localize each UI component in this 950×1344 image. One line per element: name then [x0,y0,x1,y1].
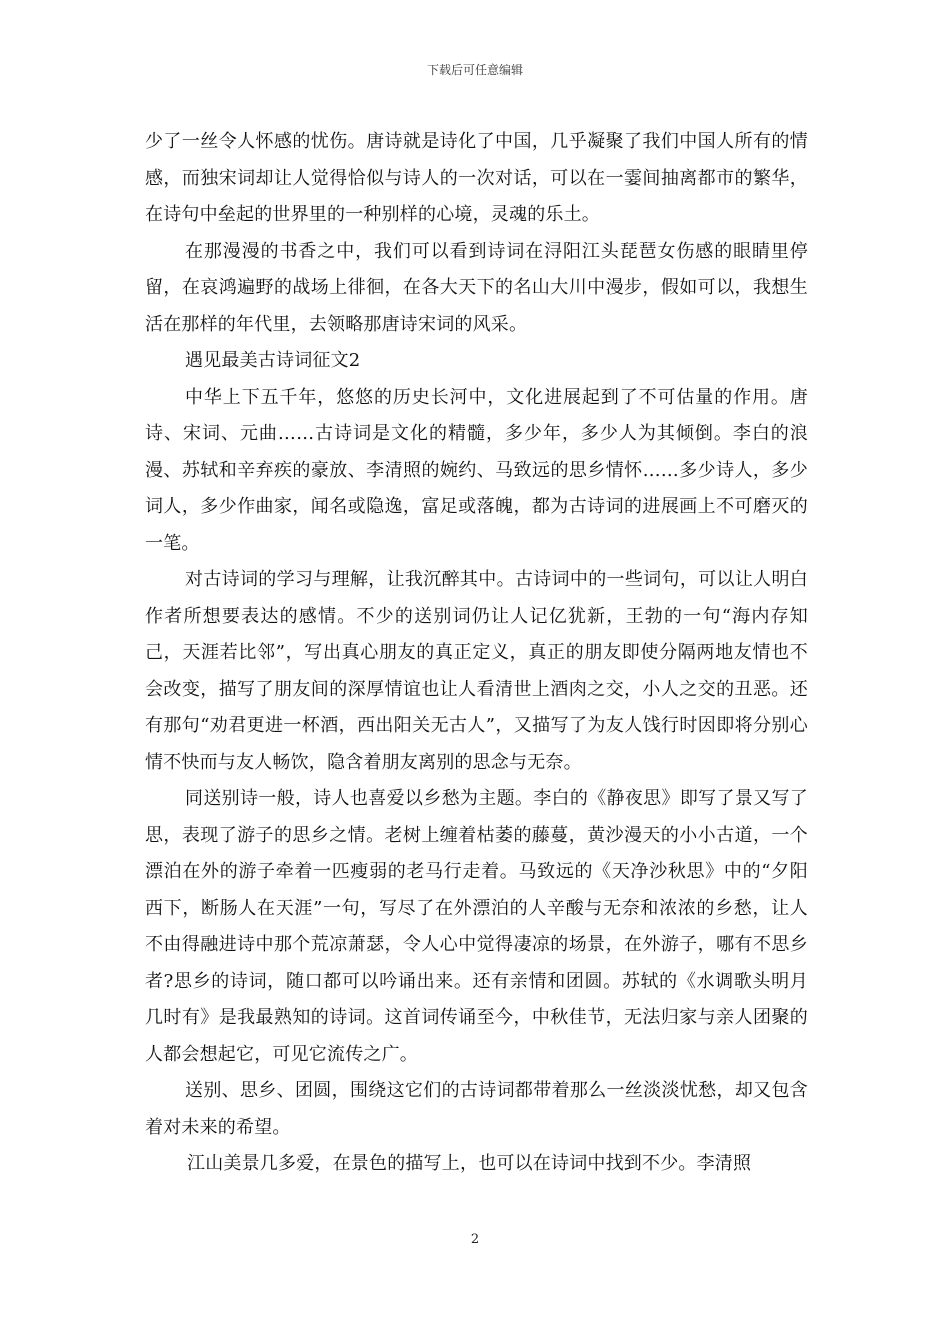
paragraph: 江山美景几多爱，在景色的描写上，也可以在诗词中找到不少。李清照 [187,1153,752,1174]
paragraph: 同送别诗一般，诗人也喜爱以乡愁为主题。李白的《静夜思》即写了景又写了思，表现了游子的思乡之情。老树上缠着枯萎的藤蔓，黄沙漫天的小小古道，一个漂泊在外的游子牵着一匹瘦弱的老马行走着。马致远的《天净沙秋思》中的“夕阳西下，断肠人在天涯”一句，写尽了在外漂泊的人辛酸与无奈和浓浓的乡愁，让人不由得融进诗中那个荒凉萧瑟，令人心中觉得凄凉的场景，在外游子，哪有不思乡者?思乡的诗词，随口都可以吟诵出来。还有亲情和团圆。苏轼的《水调歌头明月几时有》是我最熟知的诗词。这首词传诵至今，中秋佳节，无法归家与亲人团聚的人都会想起它，可见它流传之广。 [145,788,808,1065]
paragraph: 对古诗词的学习与理解，让我沉醉其中。古诗词中的一些词句，可以让人明白作者所想要表达的感情。不少的送别词仍让人记亿犹新，王勃的一句“海内存知己，天涯若比邻”，写出真心朋友的真正定义，真正的朋友即使分隔两地友情也不会改变，描写了朋友间的深厚情谊也让人看清世上酒肉之交，小人之交的丑恶。还有那句“劝君更进一杯酒，西出阳关无古人”，又描写了为友人饯行时因即将分别心情不快而与友人畅饮，隐含着朋友离别的思念与无奈。 [145,569,808,773]
paragraph-continuation: 少了一丝令人怀感的忧伤。唐诗就是诗化了中国，几乎凝聚了我们中国人所有的情感，而独宋词却让人觉得恰似与诗人的一次对话，可以在一霎间抽离都市的繁华，在诗句中垒起的世界里的一种别样的心境，灵魂的乐土。 [145,131,808,225]
paragraph: 中华上下五千年，悠悠的历史长河中，文化进展起到了不可估量的作用。唐诗、宋词、元曲……古诗词是文化的精髓，多少年，多少人为其倾倒。李白的浪漫、苏轼和辛弃疾的豪放、李清照的婉约、马致远的思乡情怀……多少诗人，多少词人，多少作曲家，闻名或隐逸，富足或落魄，都为古诗词的进展画上不可磨灭的一笔。 [145,386,808,554]
document-body [145,124,808,1183]
paragraph: 在那漫漫的书香之中，我们可以看到诗词在浔阳江头琵琶女伤感的眼睛里停留，在哀鸿遍野的战场上徘徊，在各大天下的名山大川中漫步，假如可以，我想生活在那样的年代里，去领略那唐诗宋词的风采。 [145,240,808,335]
section-title: 遇见最美古诗词征文2 [185,350,361,371]
paragraph: 送别、思乡、团圆，围绕这它们的古诗词都带着那么一丝淡淡忧愁，却又包含着对未来的希望。 [145,1080,808,1138]
page-header-note: 下载后可任意编辑 [426,63,523,77]
page-number: 2 [470,1232,480,1247]
